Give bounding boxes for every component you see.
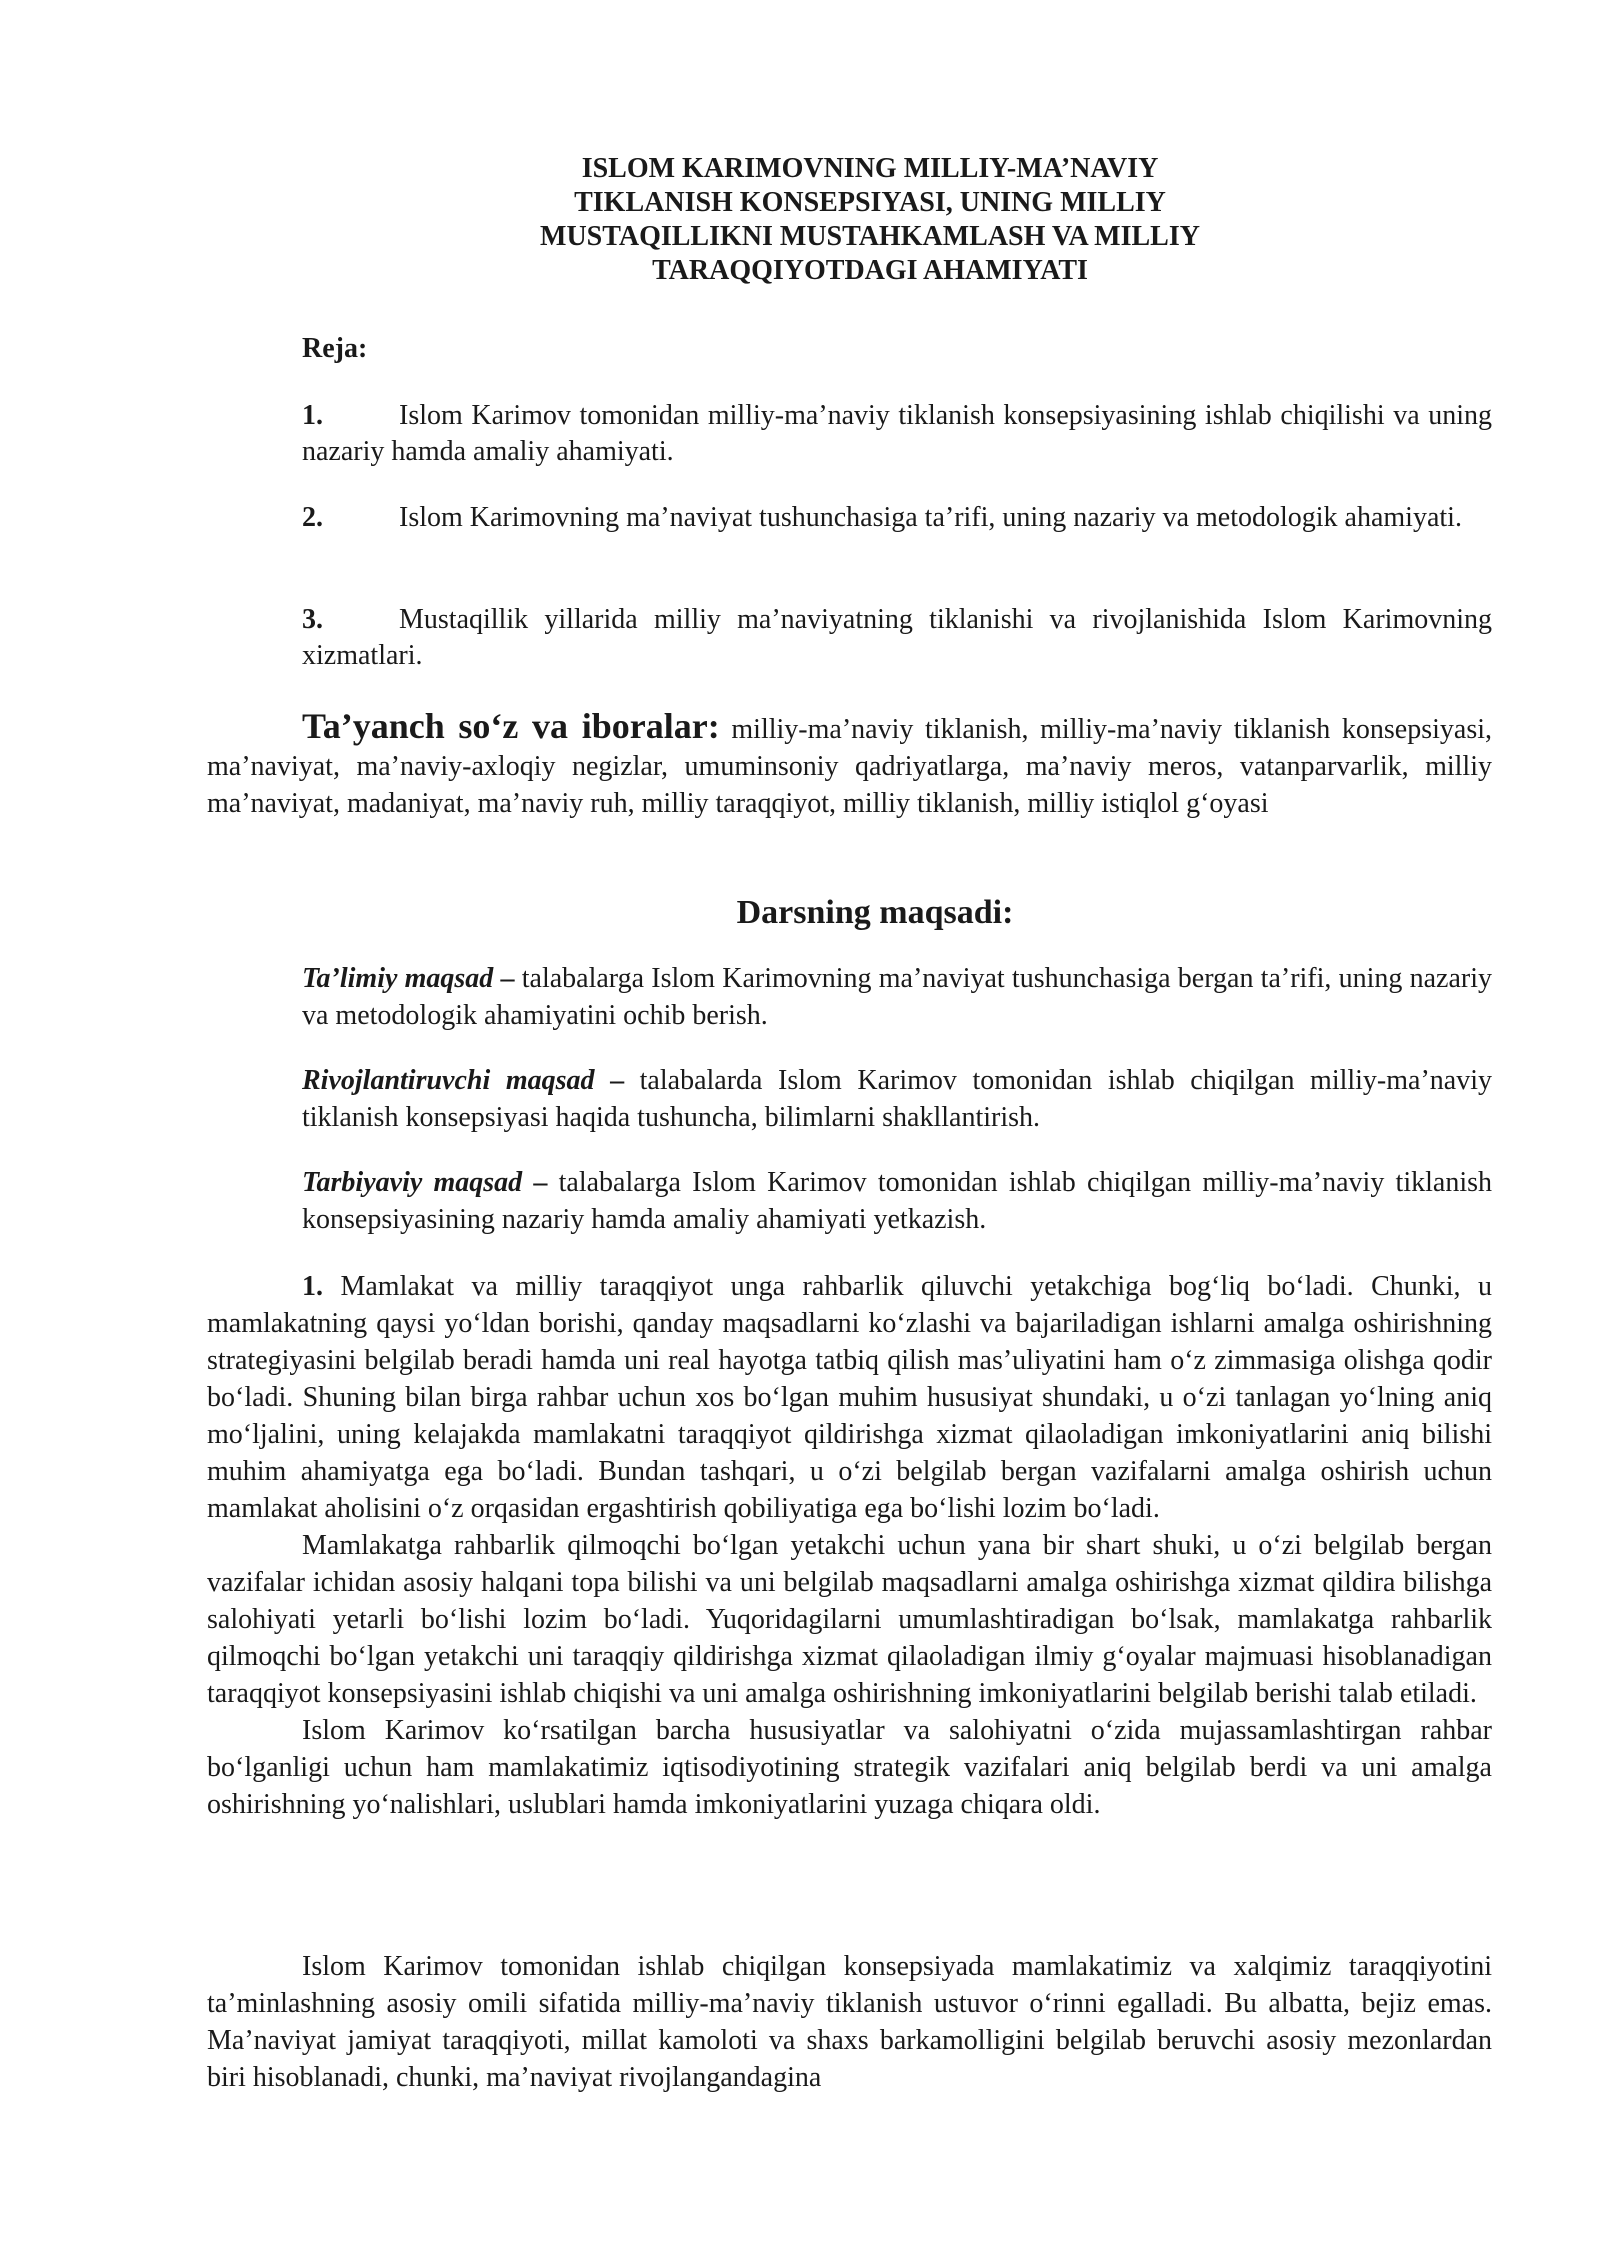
body-paragraph: Islom Karimov ko‘rsatilgan barcha hususiyatlar va salohiyatni o‘zida mujassamlashtirgan rahbar bo‘lganligi uchun ham mamlakatimiz iqtisodiyotining strategik vazifalari aniq belgilab berdi va uni amalga oshirishning yo‘nalishlari, uslublari hamda imkoniyatlarini yuzaga chiqara oldi. bbox=[207, 1715, 1492, 1820]
section-body-continued bbox=[207, 1948, 1492, 2096]
plan-item-number: 2. bbox=[302, 502, 323, 533]
plan-item-number: 3. bbox=[302, 604, 323, 635]
title-line: TIKLANISH KONSEPSIYASI, UNING MILLIY bbox=[574, 187, 1166, 218]
plan-item bbox=[302, 398, 1492, 470]
aims-heading: Darsning maqsadi: bbox=[736, 894, 1014, 931]
aim-text: talabalarga Islom Karimovning ma’naviyat tushunchasiga bergan ta’rifi, uning nazariy va metodologik ahamiyatini ochib berish. bbox=[302, 963, 1493, 1031]
aim-label: Rivojlantiruvchi maqsad bbox=[302, 1065, 595, 1096]
aim-dash: – bbox=[500, 963, 515, 994]
aim-item bbox=[302, 1164, 1492, 1238]
keywords-paragraph bbox=[207, 708, 1492, 822]
keywords-text: milliy-ma’naviy tiklanish, milliy-ma’naviy tiklanish konsepsiyasi, ma’naviyat, ma’naviy-axloqiy negizlar, umuminsoniy qadriyatlarga, ma’naviy meros, vatanparvarlik, milliy ma’naviyat, madaniyat, ma’naviy ruh, milliy taraqqiyot, milliy tiklanish, milliy istiqlol g‘oyasi bbox=[207, 714, 1493, 819]
aim-dash: – bbox=[610, 1065, 625, 1096]
aim-dash: – bbox=[533, 1167, 548, 1198]
section-body bbox=[207, 1268, 1492, 1823]
plan-heading: Reja: bbox=[302, 333, 368, 364]
aim-text: talabalarda Islom Karimov tomonidan ishlab chiqilgan milliy-ma’naviy tiklanish konsepsiyasi haqida tushuncha, bilimlarni shakllantirish. bbox=[302, 1065, 1492, 1133]
plan-item-number: 1. bbox=[302, 400, 323, 431]
body-paragraph bbox=[207, 1268, 1492, 1527]
title-line: TARAQQIYOTDAGI AHAMIYATI bbox=[652, 255, 1088, 286]
plan-item-text: Mustaqillik yillarida milliy ma’naviyatning tiklanishi va rivojlanishida Islom Karimovning xizmatlari. bbox=[302, 604, 1492, 671]
aim-label: Tarbiyaviy maqsad bbox=[302, 1167, 523, 1198]
body-paragraph: Islom Karimov tomonidan ishlab chiqilgan konsepsiyada mamlakatimiz va xalqimiz taraqqiyotini ta’minlashning asosiy omili sifatida milliy-ma’naviy tiklanish ustuvor o‘rinni egalladi. Bu albatta, bejiz emas. Ma’naviyat jamiyat taraqqiyoti, millat kamoloti va shaxs barkamolligini belgilab beruvchi asosiy mezonlardan biri hisoblanadi, chunki, ma’naviyat rivojlangandagina bbox=[207, 1951, 1492, 2093]
keywords-label: Ta’yanch so‘z va iboralar: bbox=[302, 706, 720, 746]
body-paragraph: Mamlakatga rahbarlik qilmoqchi bo‘lgan yetakchi uchun yana bir shart shuki, u o‘zi belgilab bergan vazifalar ichidan asosiy halqani topa bilishi va uni belgilab maqsadlarni amalga oshirishga xizmat qildira bilishga salohiyati yetarli bo‘lishi lozim bo‘ladi. Yuqoridagilarni umumlashtiradigan bo‘lsak, mamlakatga rahbarlik qilmoqchi bo‘lgan yetakchi uni taraqqiy qildirishga xizmat qilaoladigan ilmiy g‘oyalar majmuasi hisoblanadigan taraqqiyot konsepsiyasini ishlab chiqishi va uni amalga oshirishning imkoniyatlarini belgilab berishi talab etiladi. bbox=[207, 1530, 1492, 1709]
aim-item bbox=[302, 1062, 1492, 1136]
plan-item bbox=[302, 602, 1492, 674]
document-title bbox=[420, 152, 1320, 288]
title-line: MUSTAQILLIKNI MUSTAHKAMLASH VA MILLIY bbox=[540, 221, 1200, 252]
aim-label: Ta’limiy maqsad bbox=[302, 963, 494, 994]
body-paragraph-text: Mamlakat va milliy taraqqiyot unga rahbarlik qiluvchi yetakchiga bog‘liq bo‘ladi. Chunki, u mamlakatning qaysi yo‘ldan borishi, qanday maqsadlarni ko‘zlashi va bajariladigan ishlarni amalga oshirishning strategiyasini belgilab beradi hamda uni real hayotga tatbiq qilish mas’uliyatini ham o‘z zimmasiga olishga qodir bo‘ladi. Shuning bilan birga rahbar uchun xos bo‘lgan muhim hususiyat shundaki, u o‘zi tanlagan yo‘lning aniq mo‘ljalini, uning kelajakda mamlakatni taraqqiyot qildirishga xizmat qilaoladigan imkoniyatlarini aniq bilishi muhim ahamiyatga ega bo‘ladi. Bundan tashqari, u o‘zi belgilab bergan vazifalarni amalga oshirish uchun mamlakat aholisini o‘z orqasidan ergashtirish qobiliyatiga ega bo‘lishi lozim bo‘ladi. bbox=[207, 1271, 1493, 1524]
plan-item-text: Islom Karimov tomonidan milliy-ma’naviy tiklanish konsepsiyasining ishlab chiqilishi va uning nazariy hamda amaliy ahamiyati. bbox=[302, 400, 1492, 467]
aim-item bbox=[302, 960, 1492, 1034]
section-number: 1. bbox=[302, 1271, 323, 1302]
aim-text: talabalarga Islom Karimov tomonidan ishlab chiqilgan milliy-ma’naviy tiklanish konsepsiyasining nazariy hamda amaliy ahamiyati yetkazish. bbox=[302, 1167, 1492, 1235]
plan-item bbox=[302, 500, 1492, 536]
title-line: ISLOM KARIMOVNING MILLIY-MA’NAVIY bbox=[581, 153, 1159, 184]
plan-item-text: Islom Karimovning ma’naviyat tushunchasiga ta’rifi, uning nazariy va metodologik ahamiyati. bbox=[399, 502, 1462, 533]
